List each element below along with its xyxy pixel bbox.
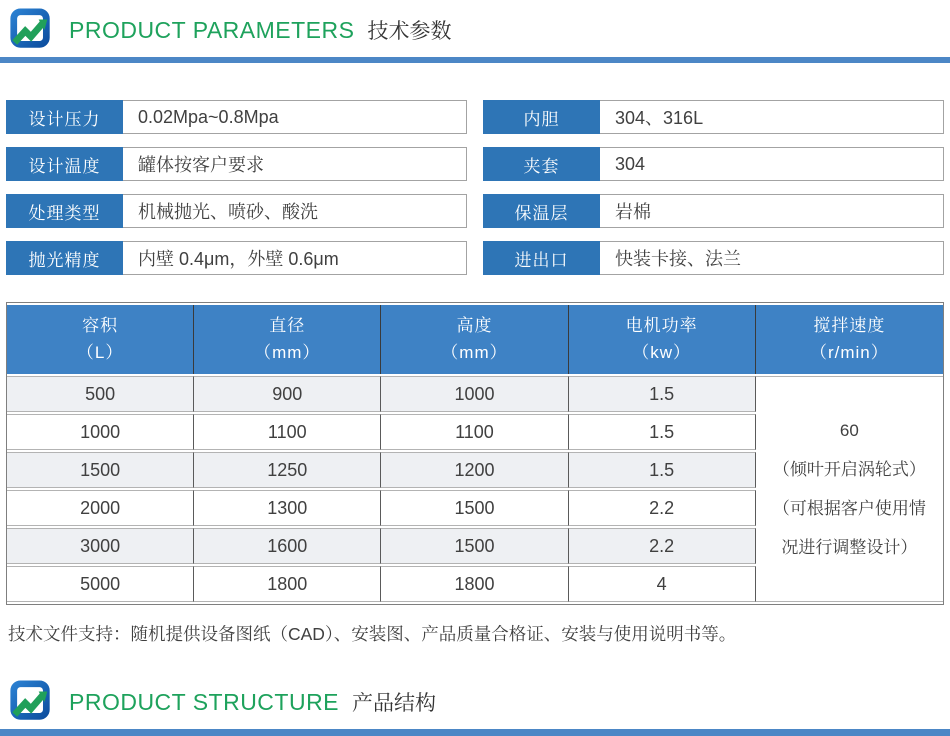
param-row-design-temperature [6, 147, 467, 181]
param-value: 内壁 0.4μm，外壁 0.6μm [123, 241, 467, 275]
col-header-height: 高度 （mm） [381, 305, 568, 374]
section-title-zh: 技术参数 [367, 20, 452, 43]
cell-volume: 1500 [7, 452, 194, 488]
cell-volume: 3000 [7, 528, 194, 564]
param-label: 夹套 [483, 147, 600, 181]
footer-divider-line [0, 729, 950, 736]
cell-motor-power: 1.5 [569, 452, 756, 488]
parameter-list [6, 100, 944, 275]
cell-height: 1000 [381, 376, 568, 412]
param-value: 岩棉 [600, 194, 944, 228]
cell-diameter: 1300 [194, 490, 381, 526]
cell-diameter: 1800 [194, 566, 381, 602]
cell-volume: 2000 [7, 490, 194, 526]
cell-diameter: 1250 [194, 452, 381, 488]
section-header-parameters [0, 0, 950, 53]
cell-diameter: 1100 [194, 414, 381, 450]
param-value: 快装卡接、法兰 [600, 241, 944, 275]
param-label: 抛光精度 [6, 241, 123, 275]
param-row-insulation-layer [483, 194, 944, 228]
cell-stir-speed-merged: 60 （倾叶开启涡轮式） （可根据客户使用情 况进行调整设计） [756, 376, 943, 602]
technical-support-note: 技术文件支持：随机提供设备图纸（CAD）、安装图、产品质量合格证、安装与使用说明书等。 [8, 624, 737, 645]
cell-volume: 1000 [7, 414, 194, 450]
param-value: 304 [600, 147, 944, 181]
section-title-zh: 产品结构 [352, 692, 437, 716]
header-divider-line [0, 57, 950, 63]
col-header-motor-power: 电机功率 （kw） [569, 305, 756, 374]
cell-height: 1100 [381, 414, 568, 450]
cell-height: 1500 [381, 490, 568, 526]
param-value: 罐体按客户要求 [123, 147, 467, 181]
param-row-design-pressure [6, 100, 467, 134]
col-header-stir-speed: 搅拌速度 （r/min） [756, 305, 943, 374]
param-value: 304、316L [600, 100, 944, 134]
param-label: 设计压力 [6, 100, 123, 134]
cell-diameter: 1600 [194, 528, 381, 564]
spec-table-wrap [6, 302, 944, 605]
param-row-treatment-type [6, 194, 467, 228]
section-header-structure [0, 672, 950, 725]
cell-motor-power: 4 [569, 566, 756, 602]
section-title-en: PRODUCT STRUCTURE [69, 688, 340, 715]
param-label: 内胆 [483, 100, 600, 134]
param-row-jacket [483, 147, 944, 181]
cell-volume: 500 [7, 376, 194, 412]
col-header-volume: 容积 （L） [7, 305, 194, 374]
param-label: 保温层 [483, 194, 600, 228]
cell-diameter: 900 [194, 376, 381, 412]
brand-logo-icon [8, 7, 54, 53]
cell-volume: 5000 [7, 566, 194, 602]
cell-motor-power: 2.2 [569, 490, 756, 526]
param-value: 0.02Mpa~0.8Mpa [123, 100, 467, 134]
cell-height: 1200 [381, 452, 568, 488]
param-label: 进出口 [483, 241, 600, 275]
cell-motor-power: 1.5 [569, 414, 756, 450]
section-title-en: PRODUCT PARAMETERS [69, 16, 355, 43]
cell-motor-power: 2.2 [569, 528, 756, 564]
param-label: 设计温度 [6, 147, 123, 181]
col-header-diameter: 直径 （mm） [194, 305, 381, 374]
brand-logo-icon [8, 679, 54, 725]
param-row-polishing-precision [6, 241, 467, 275]
table-row [7, 376, 943, 412]
cell-motor-power: 1.5 [569, 376, 756, 412]
param-label: 处理类型 [6, 194, 123, 228]
param-row-inner-tank [483, 100, 944, 134]
cell-height: 1500 [381, 528, 568, 564]
param-value: 机械抛光、喷砂、酸洗 [123, 194, 467, 228]
spec-table-header-row [7, 305, 943, 374]
spec-table [7, 303, 943, 604]
param-row-inlet-outlet [483, 241, 944, 275]
cell-height: 1800 [381, 566, 568, 602]
